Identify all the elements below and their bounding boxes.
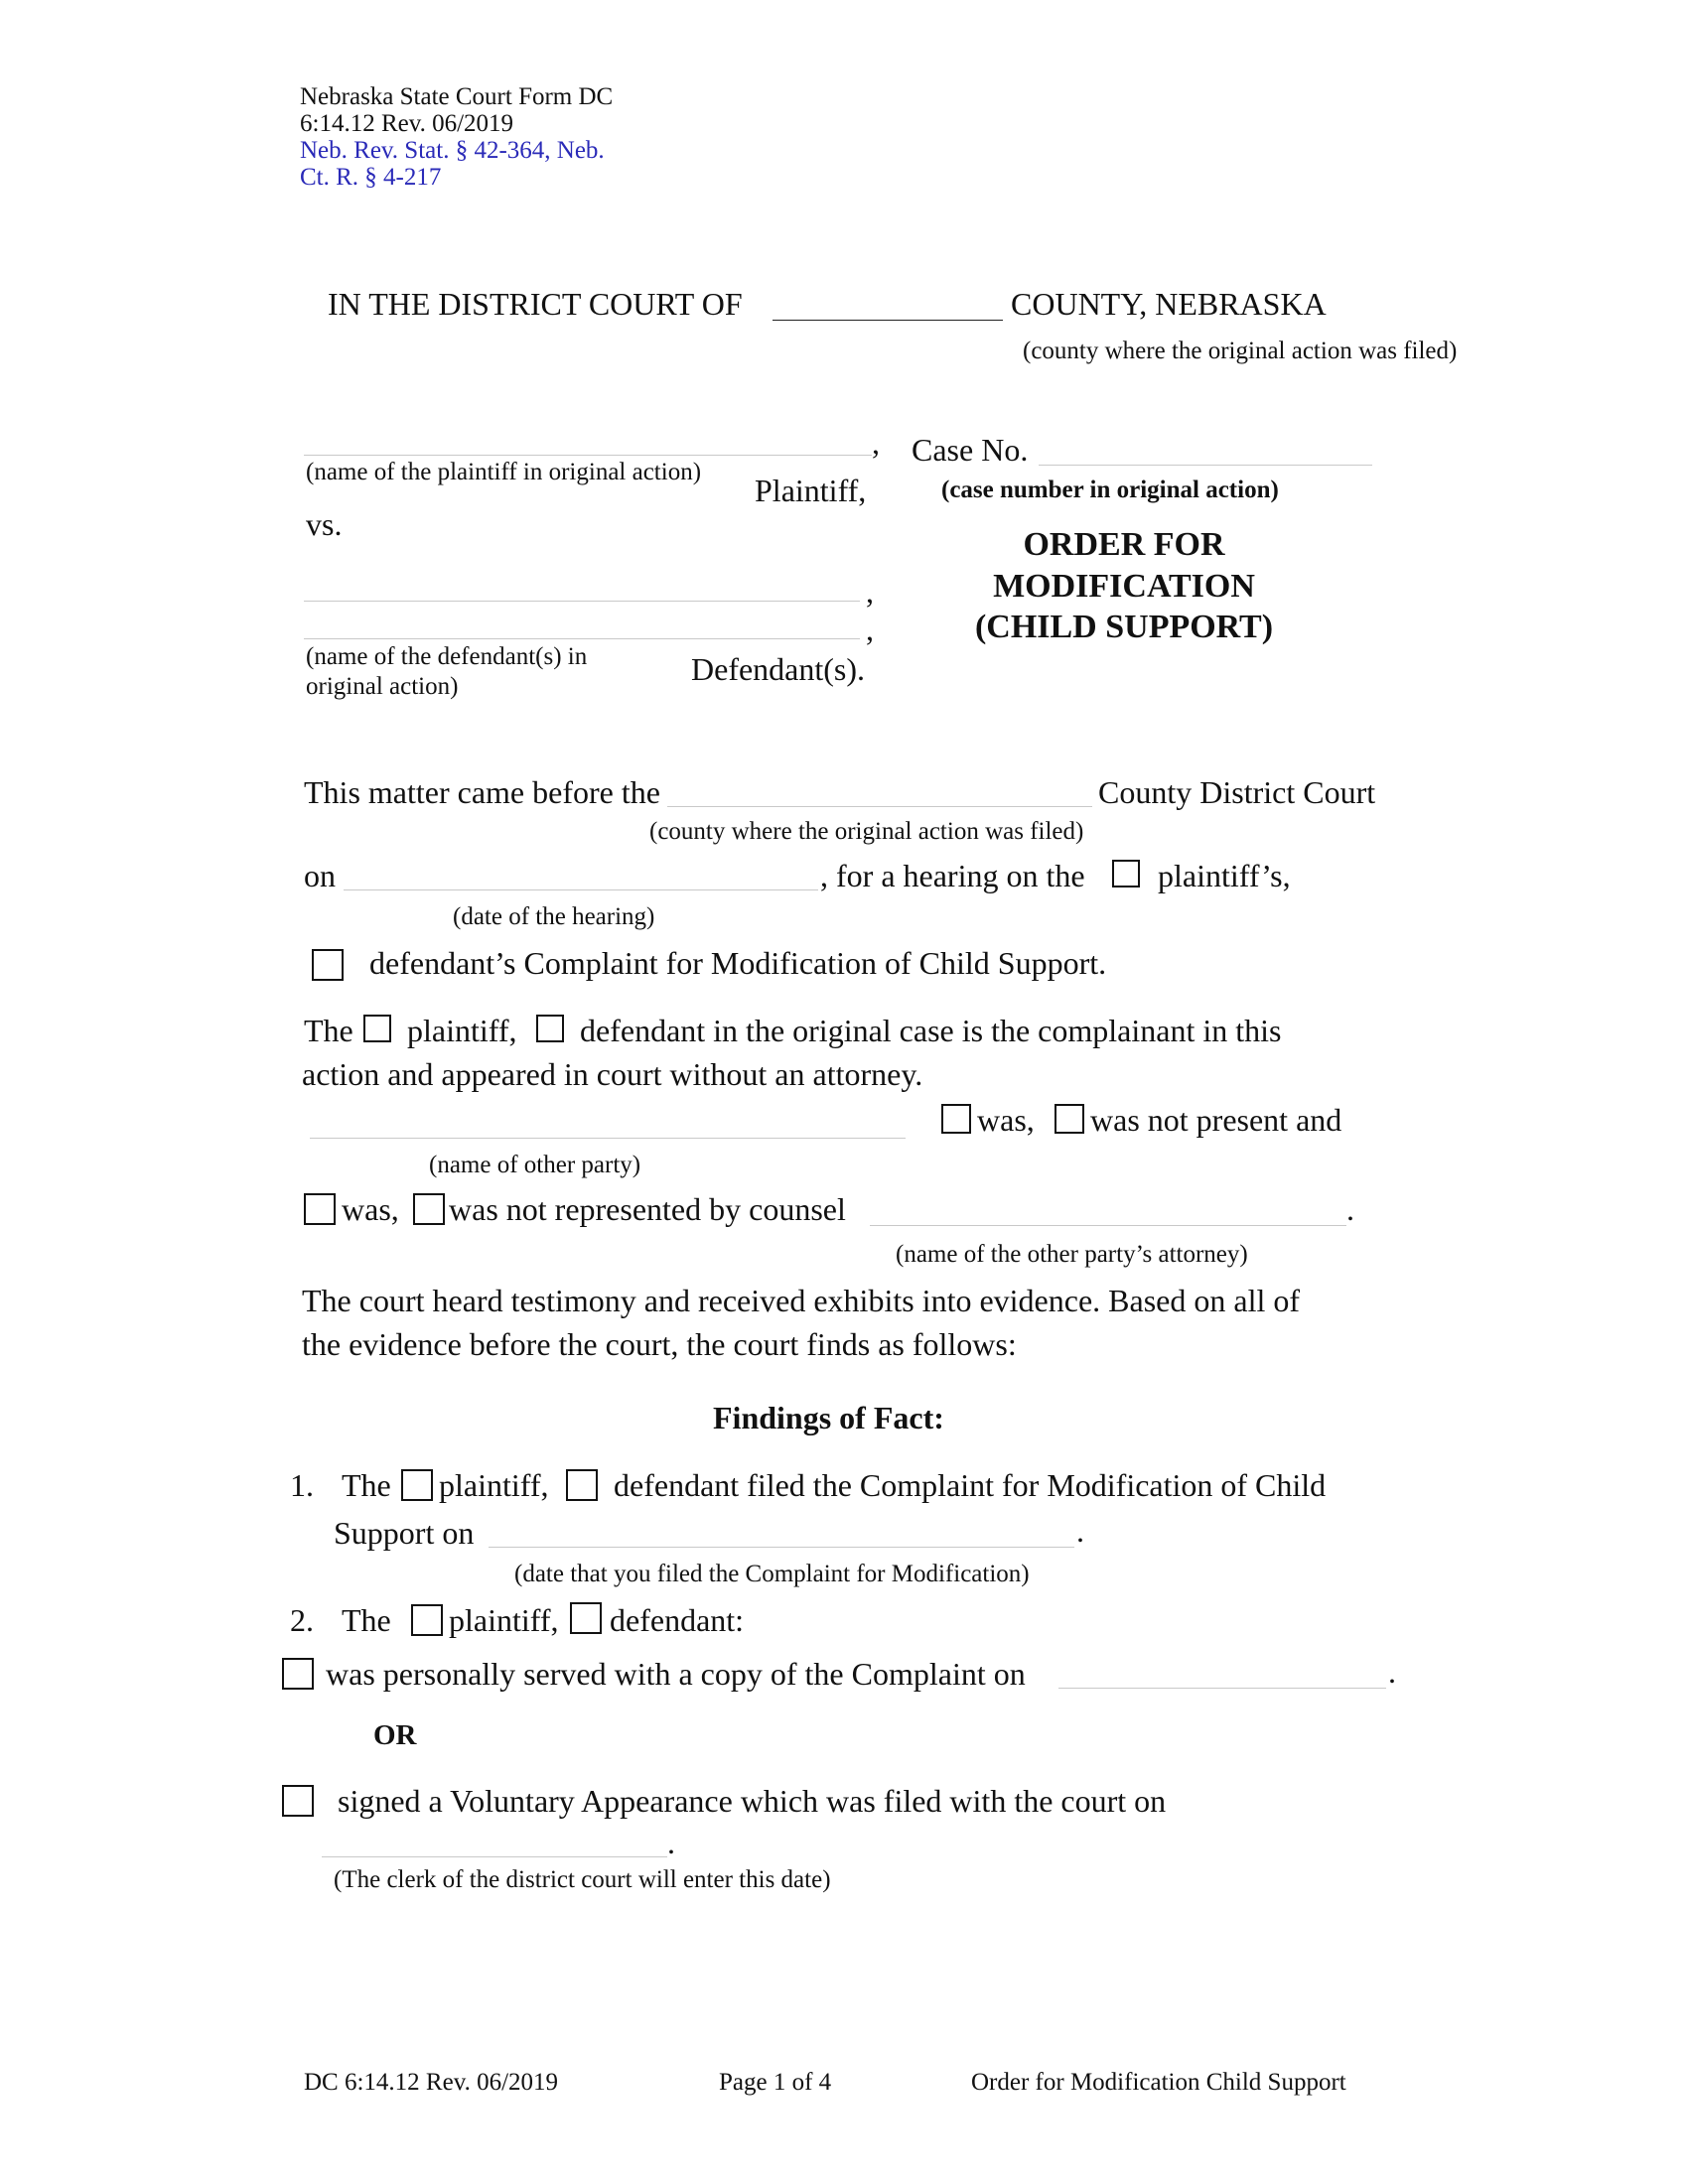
attorney-hint: (name of the other party’s attorney)	[896, 1241, 1248, 1268]
court-heading-prefix: IN THE DISTRICT COURT OF	[328, 286, 743, 322]
was-not-present-option: was not present and	[1090, 1102, 1342, 1138]
plaintiff-option: plaintiff,	[407, 1013, 517, 1048]
finding-1-the: The	[342, 1467, 391, 1503]
finding-1-plaintiff-checkbox[interactable]	[401, 1469, 433, 1501]
testimony-line2: the evidence before the court, the court finds as follows:	[302, 1326, 1017, 1362]
the-label: The	[304, 1013, 353, 1048]
order-title-line2: MODIFICATION	[993, 568, 1255, 605]
statute-link-line2[interactable]: Ct. R. § 4-217	[300, 164, 442, 191]
hearing-county-hint: (county where the original action was filed)	[649, 818, 1084, 845]
finding-2-defendant-option: defendant:	[610, 1602, 745, 1638]
matter-intro: This matter came before the	[304, 774, 660, 810]
clerk-date-hint: (The clerk of the district court will enter this date)	[334, 1866, 831, 1893]
not-represented-text: was not represented by counsel	[449, 1191, 846, 1227]
court-heading-suffix: COUNTY, NEBRASKA	[1011, 286, 1327, 322]
defendant-comma-1: ,	[866, 574, 874, 610]
form-name: Nebraska State Court Form DC	[300, 83, 614, 110]
finding-1-text: defendant filed the Complaint for Modification of Child	[614, 1467, 1327, 1503]
form-revision: 6:14.12 Rev. 06/2019	[300, 110, 514, 137]
testimony-line1: The court heard testimony and received exhibits into evidence. Based on all of	[302, 1283, 1300, 1318]
vs-label: vs.	[306, 506, 343, 542]
plaintiff-label: Plaintiff,	[755, 473, 867, 508]
findings-heading: Findings of Fact:	[713, 1400, 944, 1435]
complainant-plaintiff-checkbox[interactable]	[363, 1015, 391, 1042]
complainant-defendant-checkbox[interactable]	[536, 1015, 564, 1042]
district-court-label: County District Court	[1098, 774, 1376, 810]
footer-form-id: DC 6:14.12 Rev. 06/2019	[304, 2069, 559, 2096]
other-party-field[interactable]	[310, 1138, 906, 1139]
finding-1-defendant-checkbox[interactable]	[566, 1469, 598, 1501]
hearing-county-field[interactable]	[667, 806, 1092, 807]
defendant-name-field-1[interactable]	[304, 601, 860, 602]
finding-1-plaintiff-option: plaintiff,	[439, 1467, 549, 1503]
represented-checkbox[interactable]	[304, 1193, 336, 1225]
other-party-not-present-checkbox[interactable]	[1055, 1104, 1084, 1134]
order-title-line3: (CHILD SUPPORT)	[974, 609, 1274, 645]
complaint-filed-date-hint: (date that you filed the Complaint for Modification)	[514, 1561, 1030, 1587]
finding-1-period: .	[1076, 1513, 1084, 1549]
defendant-hint-2: original action)	[306, 673, 459, 700]
county-field[interactable]	[773, 320, 1003, 321]
plaintiff-comma: ,	[872, 425, 880, 461]
personally-served-checkbox[interactable]	[282, 1658, 314, 1690]
service-date-field[interactable]	[1058, 1688, 1386, 1689]
plaintiffs-label: plaintiff’s,	[1158, 858, 1291, 893]
appeared-text: action and appeared in court without an attorney.	[302, 1056, 923, 1092]
county-hint: (county where the original action was filed)	[1023, 338, 1458, 364]
defendant-name-field-2[interactable]	[304, 638, 860, 639]
statute-link-line1[interactable]: Neb. Rev. Stat. § 42-364, Neb.	[300, 137, 605, 164]
voluntary-appearance-date-field[interactable]	[322, 1856, 667, 1857]
finding-2-plaintiff-checkbox[interactable]	[411, 1604, 443, 1636]
case-number-field[interactable]	[1039, 465, 1372, 466]
footer-form-title: Order for Modification Child Support	[971, 2069, 1346, 2096]
finding-2-number: 2.	[290, 1602, 314, 1638]
was-option: was,	[977, 1102, 1035, 1138]
case-no-label: Case No.	[912, 432, 1029, 468]
voluntary-appearance-text: signed a Voluntary Appearance which was filed with the court on	[338, 1783, 1167, 1819]
plaintiff-name-field[interactable]	[304, 455, 872, 456]
complainant-text: defendant in the original case is the complainant in this	[580, 1013, 1282, 1048]
service-period: .	[1388, 1654, 1396, 1690]
defendant-hint-1: (name of the defendant(s) in	[306, 643, 588, 670]
complaint-filed-date-field[interactable]	[489, 1547, 1074, 1548]
attorney-period: .	[1346, 1191, 1354, 1227]
finding-2-the: The	[342, 1602, 391, 1638]
plaintiffs-complaint-checkbox[interactable]	[1112, 860, 1140, 887]
voluntary-appearance-checkbox[interactable]	[282, 1785, 314, 1817]
voluntary-period: .	[667, 1825, 675, 1860]
or-separator: OR	[373, 1719, 417, 1751]
not-represented-checkbox[interactable]	[413, 1193, 445, 1225]
was-represented-option: was,	[342, 1191, 399, 1227]
finding-1-support-on: Support on	[334, 1515, 475, 1551]
order-title-line1: ORDER FOR	[1023, 526, 1225, 563]
hearing-date-hint: (date of the hearing)	[453, 903, 655, 930]
defendant-label: Defendant(s).	[691, 651, 866, 687]
finding-2-defendant-checkbox[interactable]	[570, 1602, 602, 1634]
plaintiff-hint: (name of the plaintiff in original action)	[306, 459, 702, 485]
attorney-name-field[interactable]	[870, 1225, 1346, 1226]
case-number-hint: (case number in original action)	[941, 477, 1279, 503]
other-party-hint: (name of other party)	[429, 1152, 641, 1178]
hearing-text: , for a hearing on the	[820, 858, 1085, 893]
defendants-complaint-checkbox[interactable]	[312, 949, 344, 981]
other-party-present-checkbox[interactable]	[941, 1104, 971, 1134]
finding-2-plaintiff-option: plaintiff,	[449, 1602, 559, 1638]
hearing-date-field[interactable]	[344, 889, 818, 890]
footer-page-number: Page 1 of 4	[719, 2069, 832, 2096]
personally-served-text: was personally served with a copy of the Complaint on	[326, 1656, 1026, 1692]
on-label: on	[304, 858, 336, 893]
defendants-complaint-text: defendant’s Complaint for Modification of Child Support.	[369, 945, 1107, 981]
finding-1-number: 1.	[290, 1467, 314, 1503]
defendant-comma-2: ,	[866, 612, 874, 647]
